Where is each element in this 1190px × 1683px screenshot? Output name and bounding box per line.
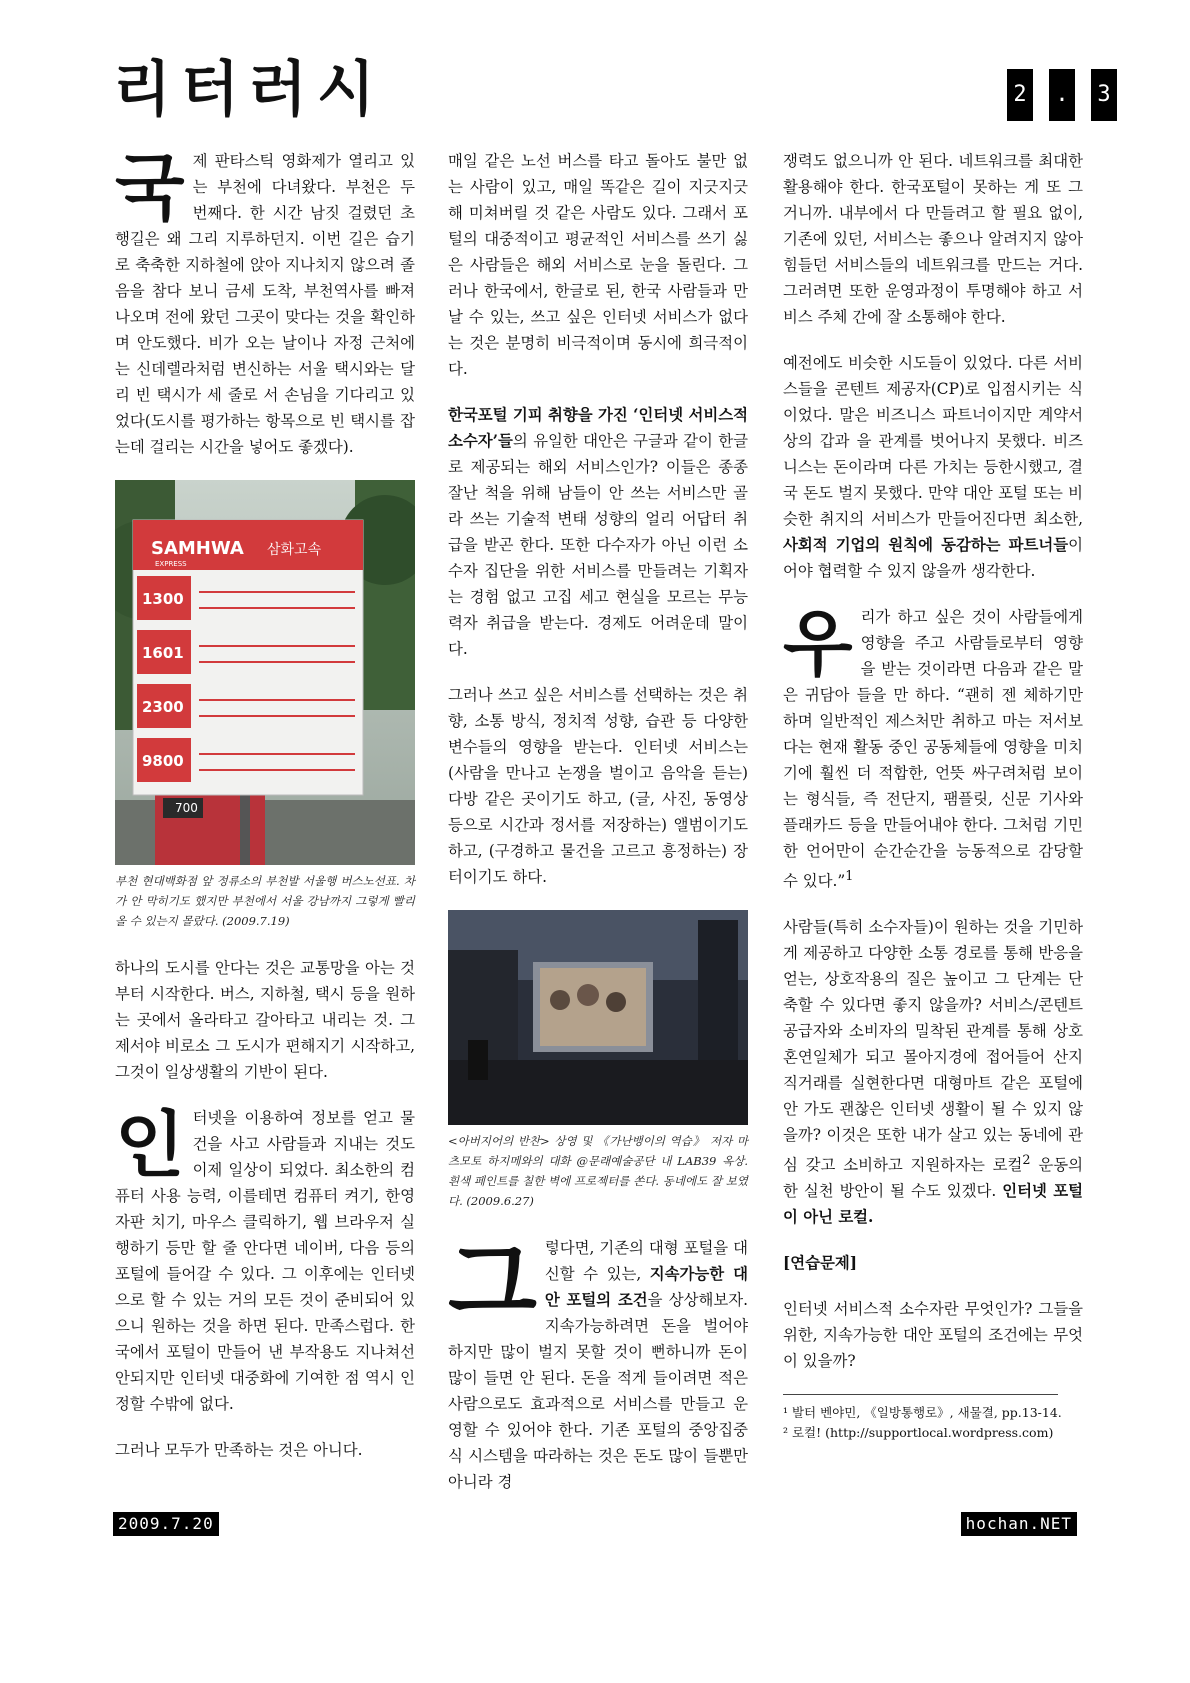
sign-brand-sub: EXPRESS [155, 560, 187, 568]
photo-caption: 부천 현대백화점 앞 정류소의 부천발 서울행 버스노선표. 차가 안 막히기도 했지만 부천에서 서울 강남까지 그렇게 빨리 올 수 있는지 몰랐다. (2009.7.19) [115, 874, 415, 928]
footnote: ² 로컬! (http://supportlocal.wordpress.com) [783, 1425, 1054, 1441]
photo-caption: <아버지어의 반찬> 상영 및 《가난뱅이의 역습》 저자 마츠모토 하지메와의 대화 @문래예술공단 내 LAB39 옥상. 흰색 페인트를 칠한 벽에 프로젝터를 쏜다. 동네에도 잘 보였다. (2009.6.27) [448, 1134, 748, 1208]
drop-cap: 그 [448, 1229, 537, 1337]
paragraph [783, 350, 1083, 584]
drop-cap: 국 [115, 145, 185, 230]
paragraph [783, 914, 1083, 1230]
paragraph [783, 601, 1083, 894]
footer-site: hochan.NET [961, 1512, 1077, 1536]
footer-date: 2009.7.20 [113, 1512, 219, 1536]
paragraph-text: 이어야 협력할 수 있지 않을까 생각한다. [783, 536, 1083, 580]
issue-char: 3 [1091, 69, 1117, 121]
paragraph-text: 렇다면, 기존의 대형 포털을 대신할 수 있는, [544, 1239, 748, 1283]
bold-phrase: 인터넷 포털이 아닌 로컬. [783, 1182, 1083, 1227]
footnote-ref: 2 [1022, 1153, 1031, 1169]
paragraph-text: 제 판타스틱 영화제가 열리고 있는 부천에 다녀왔다. 부천은 두 번째다. 한 시간 남짓 걸렸던 초행길은 왜 그리 지루하던지. 이번 길은 습기로 축축한 지하철에 앉아 지나치지 않으려 졸음을 참다 보니 금세 도착, 부천역사를 빠져나오며 전에 왔던 그곳이 맞다는 것을 확인하며 안도했다. 비가 오는 날이나 자정 근처에는 신데렐라처럼 변신하는 서울 택시와는 달리 빈 택시가 세 줄로 서 손님을 기다리고 있었다(도시를 평가하는 항목으로 빈 택시를 잡는데 걸리는 시간을 넣어도 좋겠다). [115, 152, 415, 456]
route-number: 1601 [142, 644, 184, 662]
route-number: 1300 [142, 590, 184, 608]
drop-cap: 우 [783, 601, 853, 686]
paragraph-text: 운동의 한 실천 방안이 될 수도 있겠다. [783, 1156, 1083, 1201]
bold-phrase: 한국포털 기피 취향을 가진 ‘인터넷 서비스적 소수자’들 [448, 406, 748, 450]
column-3 [783, 148, 1083, 1443]
paragraph-text: 리가 하고 싶은 것이 사람들에게 영향을 주고 사람들로부터 영향을 받는 것이라면 다음과 같은 말은 귀담아 들을 만 하다. “괜히 젠 체하기만 하며 일반적인 제스처만 취하고 마는 저서보다는 현재 활동 중인 공동체들에 영향을 미치기에 훨씬 더 적합한, 언뜻 싸구려처럼 보이는 형식들, 즉 전단지, 팸플릿, 신문 기사와 플래카드 등을 만들어내야 한다. 그처럼 기민한 언어만이 순간순간을 능동적으로 감당할 수 있다.” [783, 608, 1083, 891]
issue-char: 2 [1007, 69, 1033, 121]
footnotes [783, 1403, 1083, 1443]
column-1 [115, 145, 415, 1463]
footnote: ¹ 발터 벤야민, 《일방통행로》, 새물결, pp.13-14. [783, 1405, 1062, 1421]
drop-cap: 인 [115, 1102, 185, 1187]
paragraph [115, 1102, 415, 1417]
bold-phrase: 지속가능한 대안 포털의 조건 [544, 1265, 749, 1309]
issue-gap [1033, 69, 1049, 121]
paragraph-text: 예전에도 비슷한 시도들이 있었다. 다른 서비스들을 콘텐트 제공자(CP)로 입점시키는 식이었다. 말은 비즈니스 파트너이지만 계약서 상의 갑과 을 관계를 벗어나지 못했다. 비즈니스는 돈이라며 다른 가치는 등한시했고, 결국 돈도 벌지 못했다. 만약 대안 포털 또는 비슷한 취지의 서비스가 만들어진다면 최소한, [783, 354, 1083, 528]
sign-company: 삼화고속 [267, 542, 322, 558]
column-2 [448, 148, 748, 1495]
paragraph: 매일 같은 노선 버스를 타고 돌아도 불만 없는 사람이 있고, 매일 똑같은 길이 지긋지긋해 미쳐버릴 것 같은 사람도 있다. 그래서 포털의 대중적이고 평균적인 서비스를 쓰기 싫은 사람들은 해외 서비스로 눈을 돌린다. 그러나 한국에서, 한글로 된, 한국 사람들과 만날 수 있는, 쓰고 싶은 인터넷 서비스가 없다는 것은 분명히 비극적이며 동시에 희극적이다. [448, 152, 748, 378]
paragraph: 하나의 도시를 안다는 것은 교통망을 아는 것부터 시작한다. 버스, 지하철, 택시 등을 원하는 곳에서 올라타고 갈아타고 내리는 것. 그제서야 비로소 그 도시가 편해지기 시작하고, 그것이 일상생활의 기반이 된다. [115, 959, 415, 1081]
paragraph [115, 145, 415, 460]
paragraph-text: 사람들(특히 소수자들)이 원하는 것을 기민하게 제공하고 다양한 소통 경로를 통해 반응을 얻는, 상호작용의 질은 높이고 그 단계는 단축할 수 있다면 좋지 않을까? 서비스/콘텐트 공급자와 소비자의 밀착된 관계를 통해 상호 혼연일체가 되고 몰아지경에 접어들어 산지직거래를 실현한다면 대형마트 같은 포털에 안 가도 괜찮은 인터넷 생활이 될 수 있지 않을까? 이것은 또한 내가 살고 있는 동네에 관심 갖고 소비하고 지원하자는 로컬 [783, 918, 1083, 1175]
footnote-divider [783, 1394, 1058, 1395]
paragraph: 그러나 모두가 만족하는 것은 아니다. [115, 1441, 363, 1459]
issue-gap [1075, 69, 1091, 121]
footnote-ref: 1 [845, 869, 854, 884]
paragraph-text: 터넷을 이용하여 정보를 얻고 물건을 사고 사람들과 지내는 것도 이제 일상이 되었다. 최소한의 컴퓨터 사용 능력, 이를테면 컴퓨터 켜기, 한영 자판 치기, 마우스 클릭하기, 웹 브라우저 실행하기 등만 할 줄 안다면 네이버, 다음 등의 포털에 들어갈 수 있다. 그 이후에는 인터넷으로 할 수 있는 거의 모든 것이 준비되어 있으니 원하는 것을 하면 된다. 만족스럽다. 한국에서 포털이 만들어 낸 부작용도 지나쳐선 안되지만 인터넷 대중화에 기여한 점 역시 인정할 수밖에 없다. [115, 1109, 415, 1413]
paragraph: 그러나 쓰고 싶은 서비스를 선택하는 것은 취향, 소통 방식, 정치적 성향, 습관 등 다양한 변수들의 영향을 받는다. 인터넷 서비스는 (사람을 만나고 논쟁을 벌이고 음악을 듣는) 다방 같은 곳이기도 하고, (글, 사진, 동영상 등으로 시간과 정서를 저장하는) 앨범이기도 하고, (구경하고 물건을 고르고 흥정하는) 장터이기도 하다. [448, 686, 748, 886]
paragraph [448, 1229, 749, 1495]
rooftop-screening-photo [448, 910, 748, 1125]
paragraph [448, 402, 748, 662]
paragraph: 쟁력도 없으니까 안 된다. 네트워크를 최대한 활용해야 한다. 한국포털이 못하는 게 또 그거니까. 내부에서 다 만들려고 할 필요 없이, 기존에 있던, 서비스는 좋으나 알려지지 않아 힘들던 서비스들의 네트워크를 만드는 거다. 그러려면 또한 운영과정이 투명해야 하고 서비스 주체 간에 잘 소통해야 한다. [783, 152, 1083, 326]
issue-number [1007, 69, 1117, 121]
bus-number: 700 [175, 801, 198, 815]
bold-phrase: 사회적 기업의 원칙에 동감하는 파트너들 [783, 536, 1069, 554]
sign-brand: SAMHWA [151, 538, 244, 559]
page-title: 리터러시 [113, 55, 385, 125]
issue-char: . [1049, 69, 1075, 121]
bus-route-sign-photo [115, 480, 415, 865]
route-number: 2300 [142, 698, 184, 716]
paragraph-text: 의 유일한 대안은 구글과 같이 한글로 제공되는 해외 서비스인가? 이들은 종종 잘난 척을 위해 남들이 안 쓰는 서비스만 골라 쓰는 기술적 변태 성향의 얼리 어답터 취급을 받곤 한다. 또한 다수자가 아닌 이런 소수자 집단을 위한 서비스를 만들려는 기획자는 경험 없고 고집 세고 현실을 모르는 무능력자 취급을 받는다. 경제도 어려운데 말이다. [448, 432, 748, 658]
bus-route-sign-image [115, 480, 415, 865]
route-number: 9800 [142, 752, 184, 770]
paragraph-text: 을 상상해보자. 지속가능하려면 돈을 벌어야 하지만 많이 벌지 못할 것이 뻔하니까 돈이 많이 들면 안 된다. 돈을 적게 들이려면 적은 사람으로도 효과적으로 서비스를 만들고 운영할 수 있어야 한다. 기존 포털의 중앙집중식 시스템을 따라하는 것은 돈도 많이 들뿐만 아니라 경 [448, 1291, 748, 1491]
exercise-title: [연습문제] [783, 1254, 858, 1273]
exercise-text: 인터넷 서비스적 소수자란 무엇인가? 그들을 위한, 지속가능한 대안 포털의 조건에는 무엇이 있을까? [783, 1300, 1083, 1371]
rooftop-screening-image [448, 910, 748, 1125]
